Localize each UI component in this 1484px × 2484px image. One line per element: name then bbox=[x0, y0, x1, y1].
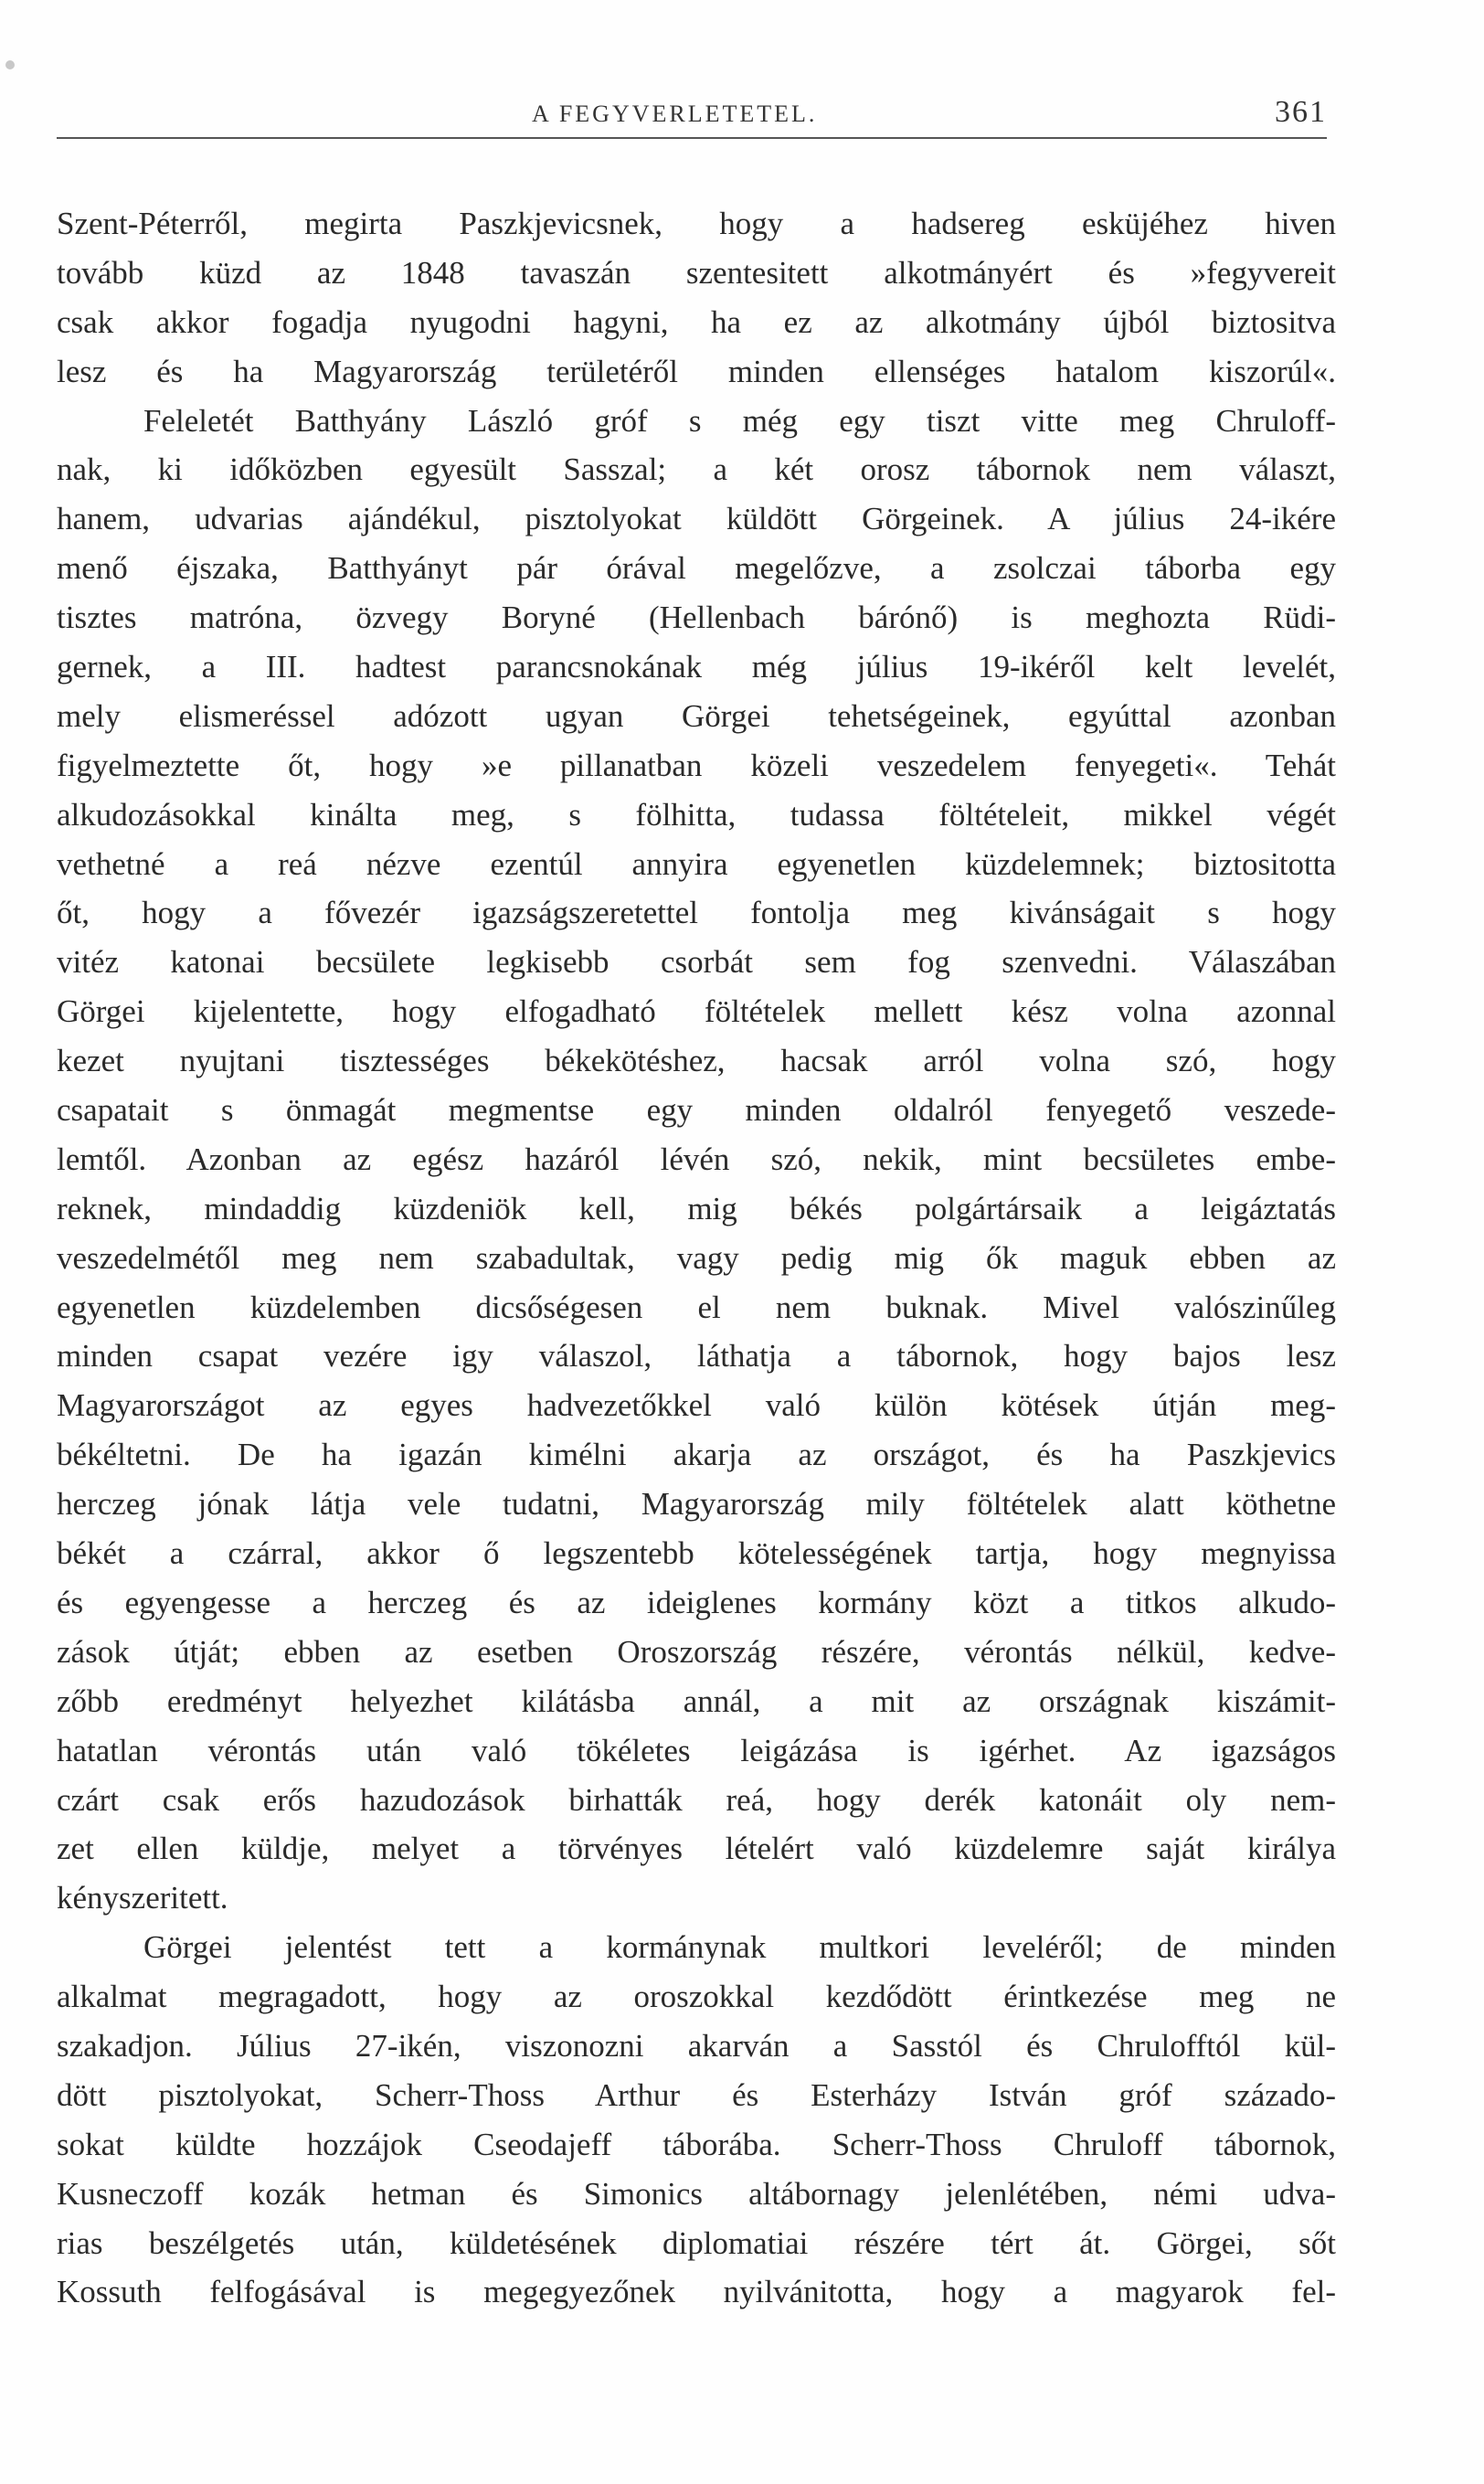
text-line: egyenetlen küzdelemben dicsőségesen el nem buknak. Mivel valószinűleg bbox=[57, 1289, 1336, 1325]
text-line: gernek, a III. hadtest parancsnokának még július 19-ikéről kelt levelét, bbox=[57, 649, 1336, 685]
text-line: herczeg jónak látja vele tudatni, Magyarország mily föltételek alatt köthetne bbox=[57, 1486, 1336, 1523]
text-line: szakadjon. Július 27-ikén, viszonozni akarván a Sasstól és Chrulofftól kül- bbox=[57, 2027, 1336, 2064]
text-line: reknek, mindaddig küzdeniök kell, mig békés polgártársaik a leigáztatás bbox=[57, 1190, 1336, 1226]
text-line: és egyengesse a herczeg és az ideiglenes kormány közt a titkos alkudo- bbox=[57, 1584, 1336, 1620]
text-line: sokat küldte hozzájok Cseodajeff táborába. Scherr-Thoss Chruloff tábornok, bbox=[57, 2126, 1336, 2162]
text-line: kezet nyujtani tisztességes békekötéshez, hacsak arról volna szó, hogy bbox=[57, 1043, 1336, 1079]
text-line: hanem, udvarias ajándékul, pisztolyokat küldött Görgeinek. A július 24-ikére bbox=[57, 501, 1336, 537]
page-number: 361 bbox=[1275, 95, 1327, 129]
running-title: A FEGYVERLETETEL. bbox=[532, 101, 818, 127]
text-line: békét a czárral, akkor ő legszentebb kötelességének tartja, hogy megnyissa bbox=[57, 1535, 1336, 1572]
text-line: tovább küzd az 1848 tavaszán szentesitett alkotmányért és »fegyvereit bbox=[57, 254, 1336, 291]
text-line: csapatait s önmagát megmentse egy minden oldalról fenyegető veszede- bbox=[57, 1092, 1336, 1129]
margin-dot-mark bbox=[5, 60, 15, 69]
text-line: mely elismeréssel adózott ugyan Görgei tehetségeinek, egyúttal azonban bbox=[57, 697, 1336, 734]
text-line: hatatlan vérontás után való tökéletes leigázása is igérhet. Az igazságos bbox=[57, 1732, 1336, 1768]
text-line: veszedelmétől meg nem szabadultak, vagy pedig mig ők maguk ebben az bbox=[57, 1239, 1336, 1276]
text-line: figyelmeztette őt, hogy »e pillanatban közeli veszedelem fenyegeti«. Tehát bbox=[57, 747, 1336, 783]
text-line: Kossuth felfogásával is megegyezőnek nyilvánitotta, hogy a magyarok fel- bbox=[57, 2274, 1336, 2310]
text-line: minden csapat vezére igy válaszol, láthatja a tábornok, hogy bajos lesz bbox=[57, 1338, 1336, 1375]
text-line: Kusneczoff kozák hetman és Simonics altábornagy jelenlétében, némi udva- bbox=[57, 2175, 1336, 2212]
text-line: zások útját; ebben az esetben Oroszország részére, vérontás nélkül, kedve- bbox=[57, 1633, 1336, 1670]
text-line: alkudozásokkal kinálta meg, s fölhitta, tudassa föltételeit, mikkel végét bbox=[57, 796, 1336, 833]
text-line: békéltetni. De ha igazán kimélni akarja az országot, és ha Paszkjevics bbox=[57, 1437, 1336, 1473]
text-line: nak, ki időközben egyesült Sasszal; a két orosz tábornok nem választ, bbox=[57, 451, 1336, 488]
text-line: őt, hogy a fővezér igazságszeretettel fontolja meg kivánságait s hogy bbox=[57, 895, 1336, 931]
text-line: Görgei jelentést tett a kormánynak multkori leveléről; de minden bbox=[143, 1929, 1336, 1966]
text-line: Magyarországot az egyes hadvezetőkkel való külön kötések útján meg- bbox=[57, 1387, 1336, 1424]
text-line: alkalmat megragadott, hogy az oroszokkal kezdődött érintkezése meg ne bbox=[57, 1979, 1336, 2015]
text-line: Szent-Péterről, megirta Paszkjevicsnek, hogy a hadsereg esküjéhez hiven bbox=[57, 206, 1336, 241]
text-line: lemtől. Azonban az egész hazáról lévén szó, nekik, mint becsületes embe- bbox=[57, 1141, 1336, 1177]
text-line: csak akkor fogadja nyugodni hagyni, ha ez az alkotmány újból biztositva bbox=[57, 303, 1336, 340]
text-line: dött pisztolyokat, Scherr-Thoss Arthur és Esterházy István gróf százado- bbox=[57, 2076, 1336, 2113]
text-line: zet ellen küldje, melyet a törvényes lételért való küzdelemre saját királya bbox=[57, 1831, 1336, 1867]
text-line: menő éjszaka, Batthyányt pár órával megelőzve, a zsolczai táborba egy bbox=[57, 550, 1336, 587]
text-line: tisztes matróna, özvegy Boryné (Hellenbach bárónő) is meghozta Rüdi- bbox=[57, 600, 1336, 636]
page-header bbox=[57, 90, 1327, 139]
text-line: czárt csak erős hazudozások birhatták reá, hogy derék katonáit oly nem- bbox=[57, 1781, 1336, 1818]
text-line: zőbb eredményt helyezhet kilátásba annál, a mit az országnak kiszámit- bbox=[57, 1683, 1336, 1719]
text-line: Feleletét Batthyány László gróf s még egy tiszt vitte meg Chruloff- bbox=[143, 402, 1336, 439]
body-text bbox=[57, 199, 1336, 2317]
text-line: rias beszélgetés után, küldetésének diplomatiai részére tért át. Görgei, sőt bbox=[57, 2224, 1336, 2261]
text-line: kényszeritett. bbox=[57, 1880, 228, 1916]
text-line: lesz és ha Magyarország területéről minden ellenséges hatalom kiszorúl«. bbox=[57, 353, 1336, 389]
text-line: vethetné a reá nézve ezentúl annyira egyenetlen küzdelemnek; biztositotta bbox=[57, 845, 1336, 882]
text-line: Görgei kijelentette, hogy elfogadható föltételek mellett kész volna azonnal bbox=[57, 993, 1336, 1030]
text-line: vitéz katonai becsülete legkisebb csorbát sem fog szenvedni. Válaszában bbox=[57, 944, 1336, 981]
